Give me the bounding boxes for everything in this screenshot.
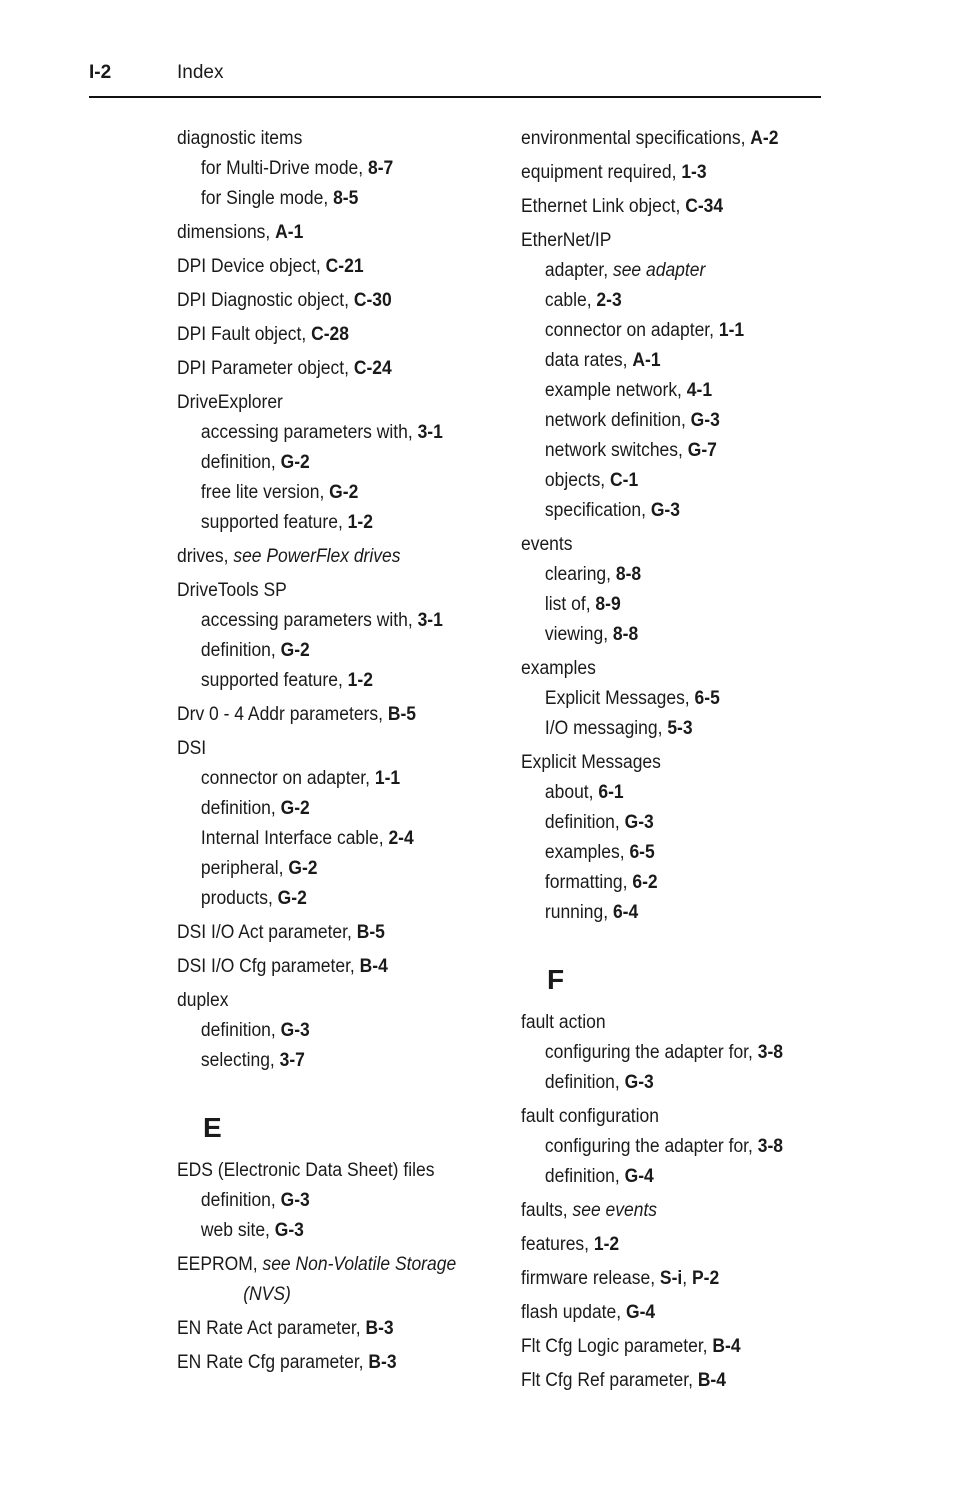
entry-text: examples, xyxy=(544,842,630,863)
index-subentry xyxy=(521,346,815,376)
index-entry xyxy=(521,654,815,744)
entry-text: fault action xyxy=(521,1012,606,1033)
index-subentry xyxy=(521,496,815,526)
index-subentry xyxy=(521,1162,815,1192)
entry-text: objects, xyxy=(544,470,611,491)
see-reference: see events xyxy=(572,1200,658,1221)
page-reference: 3-8 xyxy=(757,1136,784,1157)
entry-text: Explicit Messages, xyxy=(544,688,695,709)
index-subentry xyxy=(177,448,471,478)
page-reference: 1-3 xyxy=(681,162,707,183)
entry-text: Internal Interface cable, xyxy=(200,828,389,849)
entry-text: firmware release, xyxy=(521,1268,660,1289)
entry-text: accessing parameters with, xyxy=(200,422,418,443)
page-reference: G-2 xyxy=(277,888,307,909)
entry-text: data rates, xyxy=(544,350,633,371)
entry-text: EDS (Electronic Data Sheet) files xyxy=(177,1160,435,1181)
entry-text: definition, xyxy=(200,640,281,661)
entry-text: DriveTools SP xyxy=(177,580,287,601)
index-subentry xyxy=(177,666,471,696)
entry-text: flash update, xyxy=(521,1302,626,1323)
entry-text: Flt Cfg Logic parameter, xyxy=(521,1336,713,1357)
index-column-left xyxy=(177,124,497,1382)
index-term xyxy=(521,192,815,222)
index-entry xyxy=(177,1348,471,1378)
index-subentry xyxy=(521,316,815,346)
index-entry xyxy=(177,1314,471,1344)
page-reference: C-30 xyxy=(353,290,392,311)
index-term xyxy=(177,218,471,248)
entry-text: , xyxy=(682,1268,692,1289)
entry-text: selecting, xyxy=(200,1050,280,1071)
page-number: I-2 xyxy=(89,62,112,83)
entry-text: supported feature, xyxy=(200,512,348,533)
index-term xyxy=(521,1230,815,1260)
index-term xyxy=(521,124,815,154)
index-entry xyxy=(521,1102,815,1192)
entry-text: DPI Fault object, xyxy=(177,324,312,345)
index-entry xyxy=(177,252,471,282)
index-entry xyxy=(177,218,471,248)
index-subentry xyxy=(521,1068,815,1098)
index-entry xyxy=(177,952,471,982)
entry-text: accessing parameters with, xyxy=(200,610,418,631)
index-entry xyxy=(177,700,471,730)
entry-text: drives, xyxy=(177,546,234,567)
index-subentry xyxy=(521,1132,815,1162)
index-subentry xyxy=(177,184,471,214)
entry-text: connector on adapter, xyxy=(544,320,719,341)
index-entry xyxy=(521,530,815,650)
page-reference: C-24 xyxy=(353,358,392,379)
index-term xyxy=(177,1250,471,1280)
entry-text: peripheral, xyxy=(200,858,289,879)
entry-text: EtherNet/IP xyxy=(521,230,612,251)
index-subentry xyxy=(521,868,815,898)
index-subentry xyxy=(521,256,815,286)
entry-text: specification, xyxy=(544,500,651,521)
page-reference: B-4 xyxy=(359,956,388,977)
index-entry xyxy=(521,1008,815,1098)
index-term xyxy=(177,576,471,606)
entry-text: DPI Device object, xyxy=(177,256,326,277)
entry-text: features, xyxy=(521,1234,594,1255)
page-reference: G-2 xyxy=(280,798,310,819)
see-reference: (NVS) xyxy=(243,1284,291,1305)
page-reference: G-3 xyxy=(274,1220,304,1241)
entry-text: supported feature, xyxy=(200,670,348,691)
page-reference: B-5 xyxy=(387,704,416,725)
entry-text: events xyxy=(521,534,573,555)
index-term xyxy=(521,1196,815,1226)
index-entry xyxy=(177,734,471,914)
index-term xyxy=(177,1314,471,1344)
index-term xyxy=(521,226,815,256)
page-reference: 3-1 xyxy=(417,422,443,443)
page-reference: 2-3 xyxy=(596,290,622,311)
index-entry xyxy=(521,1366,815,1396)
index-subentry xyxy=(521,376,815,406)
index-subentry xyxy=(177,508,471,538)
page-reference: 6-5 xyxy=(629,842,655,863)
index-term xyxy=(177,918,471,948)
page-reference: 8-9 xyxy=(595,594,621,615)
entry-text: definition, xyxy=(544,1072,625,1093)
index-term xyxy=(177,286,471,316)
entry-text: cable, xyxy=(544,290,597,311)
index-subentry xyxy=(521,898,815,928)
index-subentry xyxy=(521,590,815,620)
page-reference: 5-3 xyxy=(667,718,693,739)
index-term xyxy=(521,748,815,778)
entry-text: list of, xyxy=(544,594,596,615)
index-entry xyxy=(521,748,815,928)
entry-text: definition, xyxy=(200,1020,281,1041)
see-reference: see Non-Volatile Storage xyxy=(262,1254,457,1275)
index-subentry xyxy=(177,824,471,854)
entry-text: web site, xyxy=(200,1220,275,1241)
page-reference: 6-2 xyxy=(632,872,658,893)
index-term xyxy=(521,1298,815,1328)
entry-text: network definition, xyxy=(544,410,691,431)
page-reference: G-2 xyxy=(280,452,310,473)
page-reference: C-1 xyxy=(610,470,639,491)
index-subentry xyxy=(521,1038,815,1068)
index-subentry xyxy=(177,854,471,884)
see-reference: see adapter xyxy=(612,260,706,281)
page-reference: S-i xyxy=(659,1268,683,1289)
entry-text: DPI Diagnostic object, xyxy=(177,290,354,311)
page-reference: G-3 xyxy=(624,1072,654,1093)
page-reference: G-2 xyxy=(288,858,318,879)
index-letter-heading: E xyxy=(203,1112,222,1143)
index-entry xyxy=(177,124,471,214)
index-term xyxy=(521,1008,815,1038)
page-reference: 2-4 xyxy=(388,828,414,849)
index-letter-heading: F xyxy=(547,964,565,995)
entry-text: for Single mode, xyxy=(200,188,334,209)
entry-text: definition, xyxy=(200,798,281,819)
page-reference: G-3 xyxy=(690,410,720,431)
index-term xyxy=(521,1332,815,1362)
index-subentry xyxy=(177,1186,471,1216)
entry-text: DSI I/O Act parameter, xyxy=(177,922,357,943)
entry-text: formatting, xyxy=(544,872,633,893)
page-reference: B-3 xyxy=(368,1352,397,1373)
page-reference: 3-8 xyxy=(757,1042,784,1063)
entry-text: duplex xyxy=(177,990,229,1011)
index-subentry xyxy=(521,778,815,808)
index-term xyxy=(521,1102,815,1132)
entry-text: DriveExplorer xyxy=(177,392,283,413)
index-term xyxy=(177,354,471,384)
entry-text: definition, xyxy=(200,452,281,473)
index-subentry xyxy=(177,1046,471,1076)
index-term xyxy=(177,124,471,154)
entry-text: environmental specifications, xyxy=(521,128,751,149)
entry-text: Drv 0 - 4 Addr parameters, xyxy=(177,704,388,725)
index-term xyxy=(521,1264,815,1294)
entry-text: dimensions, xyxy=(177,222,276,243)
entry-text: EN Rate Act parameter, xyxy=(177,1318,366,1339)
entry-text: definition, xyxy=(544,812,625,833)
index-entry xyxy=(177,1250,471,1310)
page-reference: G-3 xyxy=(280,1020,310,1041)
page-reference: C-21 xyxy=(325,256,364,277)
page-reference: 1-2 xyxy=(593,1234,620,1255)
index-entry xyxy=(521,1298,815,1328)
index-subentry xyxy=(521,714,815,744)
entry-text: DPI Parameter object, xyxy=(177,358,354,379)
index-entry xyxy=(177,320,471,350)
entry-text: equipment required, xyxy=(521,162,682,183)
index-subentry xyxy=(521,838,815,868)
index-subentry xyxy=(177,794,471,824)
entry-text: free lite version, xyxy=(200,482,330,503)
entry-text: DSI I/O Cfg parameter, xyxy=(177,956,360,977)
index-subentry xyxy=(521,286,815,316)
page-reference: 6-1 xyxy=(598,782,624,803)
entry-text: DSI xyxy=(177,738,207,759)
index-entry xyxy=(521,158,815,188)
page-reference: G-3 xyxy=(280,1190,310,1211)
index-subentry xyxy=(177,478,471,508)
entry-text: clearing, xyxy=(544,564,616,585)
index-term xyxy=(177,542,471,572)
page-reference: 8-8 xyxy=(615,564,642,585)
index-entry xyxy=(177,986,471,1076)
index-subentry xyxy=(177,636,471,666)
entry-text: configuring the adapter for, xyxy=(544,1136,758,1157)
index-entry xyxy=(521,1196,815,1226)
index-entry xyxy=(177,286,471,316)
index-entry xyxy=(177,1156,471,1246)
page-reference: 6-4 xyxy=(612,902,639,923)
index-entry xyxy=(177,918,471,948)
index-term xyxy=(177,320,471,350)
index-subentry xyxy=(177,884,471,914)
entry-text: viewing, xyxy=(544,624,613,645)
index-entry xyxy=(177,388,471,538)
entry-text: adapter, xyxy=(544,260,613,281)
page-reference: 8-7 xyxy=(368,158,394,179)
page-reference: G-3 xyxy=(650,500,680,521)
page-reference: G-4 xyxy=(625,1302,656,1323)
index-term xyxy=(521,530,815,560)
page-reference: G-4 xyxy=(624,1166,654,1187)
page-reference: B-4 xyxy=(697,1370,726,1391)
page-reference: 3-7 xyxy=(279,1050,305,1071)
page-reference: B-3 xyxy=(365,1318,394,1339)
index-subentry xyxy=(177,606,471,636)
index-subentry xyxy=(521,466,815,496)
index-entry xyxy=(521,226,815,526)
entry-text: connector on adapter, xyxy=(200,768,375,789)
section-title: Index xyxy=(177,62,224,83)
page-reference: 1-1 xyxy=(718,320,745,341)
index-entry xyxy=(177,354,471,384)
entry-text: EEPROM, xyxy=(177,1254,263,1275)
entry-text: faults, xyxy=(521,1200,573,1221)
page-reference: B-4 xyxy=(712,1336,741,1357)
entry-text: example network, xyxy=(544,380,687,401)
page-reference: A-1 xyxy=(275,222,304,243)
index-entry xyxy=(521,1264,815,1294)
index-subentry xyxy=(521,436,815,466)
index-subentry xyxy=(521,620,815,650)
page-reference: G-2 xyxy=(280,640,310,661)
entry-text: about, xyxy=(544,782,599,803)
index-term xyxy=(177,1348,471,1378)
index-entry xyxy=(521,1230,815,1260)
index-column-right xyxy=(521,124,841,1400)
page-reference: A-2 xyxy=(750,128,779,149)
index-entry xyxy=(521,192,815,222)
entry-text: for Multi-Drive mode, xyxy=(200,158,369,179)
page-reference: 4-1 xyxy=(686,380,713,401)
page-reference: 1-1 xyxy=(374,768,401,789)
entry-text: products, xyxy=(200,888,278,909)
index-term xyxy=(177,700,471,730)
entry-text: Ethernet Link object, xyxy=(521,196,686,217)
index-term xyxy=(177,1280,471,1310)
entry-text: configuring the adapter for, xyxy=(544,1042,758,1063)
index-term xyxy=(521,1366,815,1396)
index-term xyxy=(177,734,471,764)
page-reference: A-1 xyxy=(632,350,661,371)
entry-text: Flt Cfg Ref parameter, xyxy=(521,1370,698,1391)
entry-text: definition, xyxy=(200,1190,281,1211)
index-term xyxy=(177,986,471,1016)
page-reference: 8-8 xyxy=(612,624,639,645)
see-reference: see PowerFlex drives xyxy=(233,546,401,567)
index-subentry xyxy=(521,406,815,436)
entry-text: I/O messaging, xyxy=(544,718,668,739)
index-subentry xyxy=(521,560,815,590)
page-reference: G-7 xyxy=(687,440,717,461)
page-reference: 1-2 xyxy=(347,512,373,533)
entry-text: running, xyxy=(544,902,613,923)
index-entry xyxy=(521,124,815,154)
index-subentry xyxy=(521,808,815,838)
page-reference: 1-2 xyxy=(347,670,373,691)
entry-text: definition, xyxy=(544,1166,625,1187)
page-reference: B-5 xyxy=(356,922,385,943)
index-term xyxy=(177,388,471,418)
page-reference: 3-1 xyxy=(417,610,443,631)
index-entry xyxy=(177,576,471,696)
index-entry xyxy=(521,1332,815,1362)
index-subentry xyxy=(177,154,471,184)
page-reference: C-28 xyxy=(311,324,349,345)
index-term xyxy=(521,158,815,188)
index-term xyxy=(177,1156,471,1186)
entry-text: diagnostic items xyxy=(177,128,303,149)
page-reference: P-2 xyxy=(691,1268,720,1289)
page-reference: 6-5 xyxy=(694,688,720,709)
page-reference: G-3 xyxy=(624,812,654,833)
index-term xyxy=(177,952,471,982)
index-subentry xyxy=(177,418,471,448)
index-subentry xyxy=(177,1016,471,1046)
index-subentry xyxy=(177,1216,471,1246)
page-header xyxy=(89,60,821,98)
index-entry xyxy=(177,542,471,572)
entry-text: network switches, xyxy=(544,440,688,461)
index-term xyxy=(521,654,815,684)
index-subentry xyxy=(521,684,815,714)
index-subentry xyxy=(177,764,471,794)
entry-text: EN Rate Cfg parameter, xyxy=(177,1352,369,1373)
page-reference: 8-5 xyxy=(333,188,359,209)
entry-text: fault configuration xyxy=(521,1106,659,1127)
entry-text: examples xyxy=(521,658,596,679)
page-reference: G-2 xyxy=(329,482,359,503)
index-term xyxy=(177,252,471,282)
page-reference: C-34 xyxy=(685,196,724,217)
entry-text: Explicit Messages xyxy=(521,752,661,773)
